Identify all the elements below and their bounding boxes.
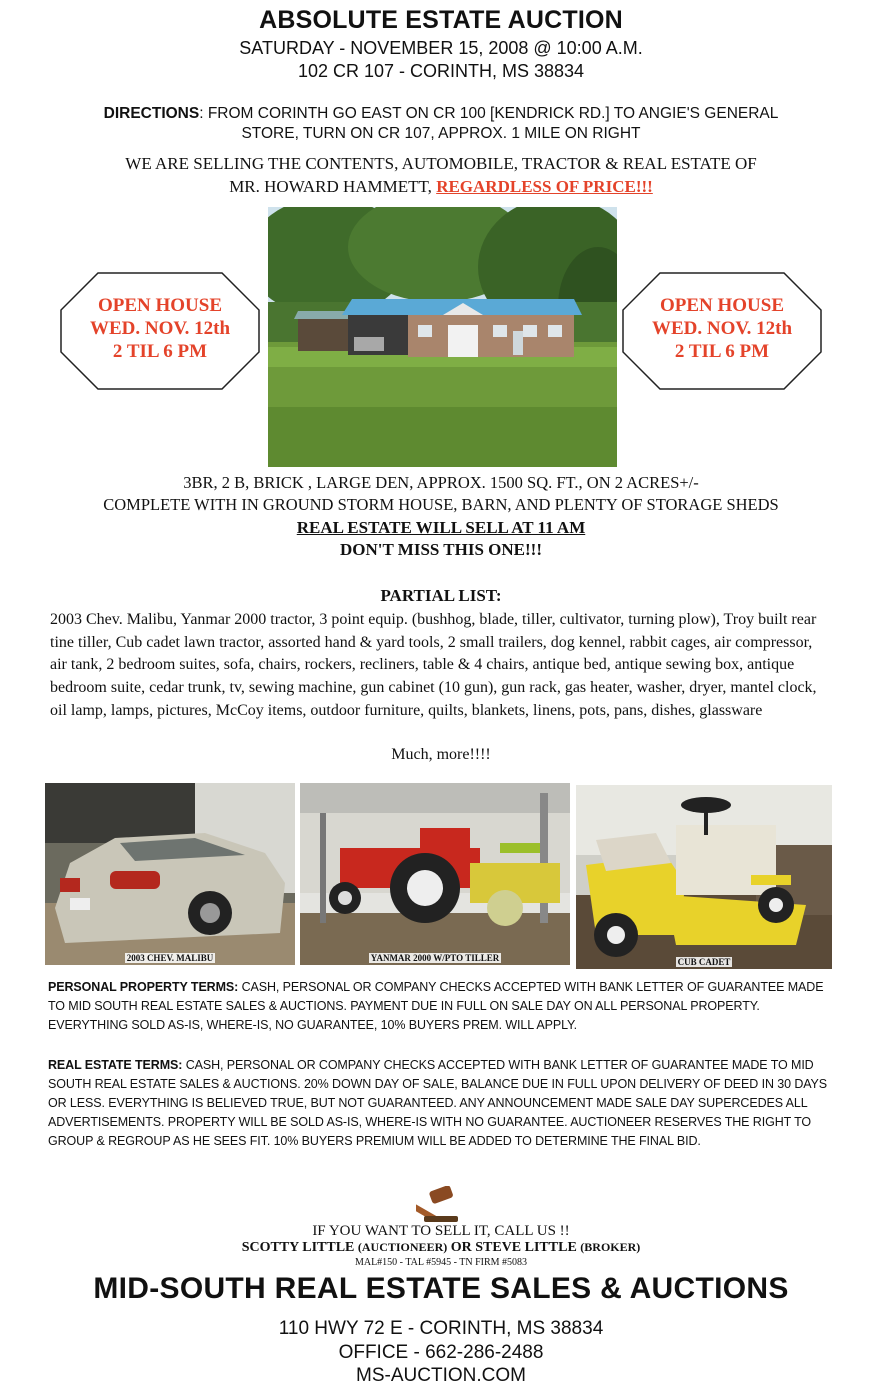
directions-line-1: : FROM CORINTH GO EAST ON CR 100 [KENDRICK RD.] TO ANGIE'S GENERAL — [199, 105, 779, 122]
regardless-of-price: REGARDLESS OF PRICE!!! — [436, 177, 653, 196]
open-house-badge-right — [622, 272, 822, 390]
office-phone: OFFICE - 662-286-2488 — [338, 1342, 544, 1363]
call-us: IF YOU WANT TO SELL IT, CALL US !! — [312, 1223, 570, 1239]
open-house-badge-left — [60, 272, 260, 390]
mower-photo — [576, 785, 832, 969]
dont-miss-notice: DON'T MISS THIS ONE!!! — [340, 540, 542, 559]
broker-role: (BROKER) — [580, 1240, 641, 1254]
real-estate-terms — [48, 1056, 838, 1151]
contact-names — [0, 1240, 882, 1256]
selling-line-2: MR. HOWARD HAMMETT, — [229, 177, 437, 196]
car-photo — [45, 783, 295, 965]
property-line-1: 3BR, 2 B, BRICK , LARGE DEN, APPROX. 1500 SQ. FT., ON 2 ACRES+/- — [183, 473, 699, 492]
partial-list-body: 2003 Chev. Malibu, Yanmar 2000 tractor, 3 point equip. (bushhog, blade, tiller, cultivator, turning plow), Troy built rear tine tiller, Cub cadet lawn tractor, assorted hand & yard tools, 2 small trailers, dog kennel, rabbit cages, air compressor, air tank, 2 bedroom suites, sofa, chairs, rockers, recliners, table & 4 chairs, antique bed, antique sewing box, antique bedroom suite, cedar trunk, tv, sewing machine, gun cabinet (10 gun), gun rack, gas heater, washer, dryer, mantel clock, oil lamp, lamps, pictures, McCoy items, outdoor furniture, quilts, blankets, linens, pots, pans, dishes, glassware — [50, 611, 817, 719]
broker-name: STEVE LITTLE — [475, 1240, 581, 1255]
company-name: MID-SOUTH REAL ESTATE SALES & AUCTIONS — [93, 1272, 789, 1305]
auction-address: 102 CR 107 - CORINTH, MS 38834 — [297, 61, 585, 81]
auction-title: ABSOLUTE ESTATE AUCTION — [259, 6, 623, 34]
personal-terms-text: CASH, PERSONAL OR COMPANY CHECKS ACCEPTED WITH BANK LETTER OF GUARANTEE MADE TO MID SOUTH REAL ESTATE SALES & AUCTIONS. PAYMENT DUE IN FULL ON SALE DAY ON ALL PERSONAL PROPERTY. EVERYTHING SOLD AS-IS, WHERE-IS, NO GUARANTEE, 10% BUYERS PREM. WILL APPLY. — [48, 980, 824, 1032]
real-estate-sale-time: REAL ESTATE WILL SELL AT 11 AM — [296, 518, 586, 537]
auctioneer-name: SCOTTY LITTLE — [241, 1240, 358, 1255]
property-line-2: COMPLETE WITH IN GROUND STORM HOUSE, BARN, AND PLENTY OF STORAGE SHEDS — [103, 495, 779, 514]
open-house-date: WED. NOV. 12th — [89, 318, 231, 339]
personal-terms-label: PERSONAL PROPERTY TERMS: — [48, 980, 239, 994]
license-numbers: MAL#150 - TAL #5945 - TN FIRM #5083 — [354, 1257, 528, 1268]
real-estate-terms-text: CASH, PERSONAL OR COMPANY CHECKS ACCEPTED WITH BANK LETTER OF GUARANTEE MADE TO MID SOUTH REAL ESTATE SALES & AUCTIONS. 20% DOWN DAY OF SALE, BALANCE DUE IN FULL UPON DELIVERY OF DEED IN 30 DAYS OR LESS. EVERYTHING IS BELIEVED TRUE, BUT NOT GUARANTEED. ANY ANNOUNCEMENT MADE SALE DAY SUPERCEDES ALL ADVERTISEMENTS. PROPERTY WILL BE SOLD AS-IS, WHERE-IS WITH NO GUARANTEE. AUCTIONEER RESERVES THE RIGHT TO GROUP & REGROUP AS HE SEES FIT. 10% BUYERS PREMIUM WILL BE ADDED TO DETERMINE THE FINAL BID. — [48, 1058, 828, 1148]
company-address: 110 HWY 72 E - CORINTH, MS 38834 — [278, 1318, 604, 1339]
open-house-time: 2 TIL 6 PM — [674, 341, 770, 362]
house-photo — [268, 207, 617, 467]
open-house-title: OPEN HOUSE — [97, 295, 223, 316]
directions — [0, 104, 882, 144]
open-house-date: WED. NOV. 12th — [651, 318, 793, 339]
open-house-time: 2 TIL 6 PM — [112, 341, 208, 362]
selling-notice — [0, 152, 882, 198]
personal-property-terms — [48, 978, 838, 1035]
selling-line-1: WE ARE SELLING THE CONTENTS, AUTOMOBILE, TRACTOR & REAL ESTATE OF — [125, 154, 757, 173]
tractor-photo — [300, 783, 570, 965]
partial-list-heading: PARTIAL LIST: — [380, 586, 502, 605]
tractor-caption: YANMAR 2000 W/PTO TILLER — [370, 953, 500, 963]
gavel-icon — [416, 1186, 466, 1226]
mower-caption: CUB CADET — [677, 957, 731, 967]
open-house-title: OPEN HOUSE — [659, 295, 785, 316]
partial-list-more: Much, more!!!! — [391, 746, 491, 763]
property-description — [0, 472, 882, 516]
website: MS-AUCTION.COM — [356, 1365, 526, 1386]
real-estate-terms-label: REAL ESTATE TERMS: — [48, 1058, 183, 1072]
auction-date: SATURDAY - NOVEMBER 15, 2008 @ 10:00 A.M. — [239, 38, 643, 58]
directions-label: DIRECTIONS — [103, 105, 200, 122]
directions-line-2: STORE, TURN ON CR 107, APPROX. 1 MILE ON RIGHT — [241, 125, 641, 142]
car-caption: 2003 CHEV. MALIBU — [126, 953, 214, 963]
names-or: OR — [447, 1240, 476, 1255]
auctioneer-role: (AUCTIONEER) — [357, 1240, 448, 1254]
